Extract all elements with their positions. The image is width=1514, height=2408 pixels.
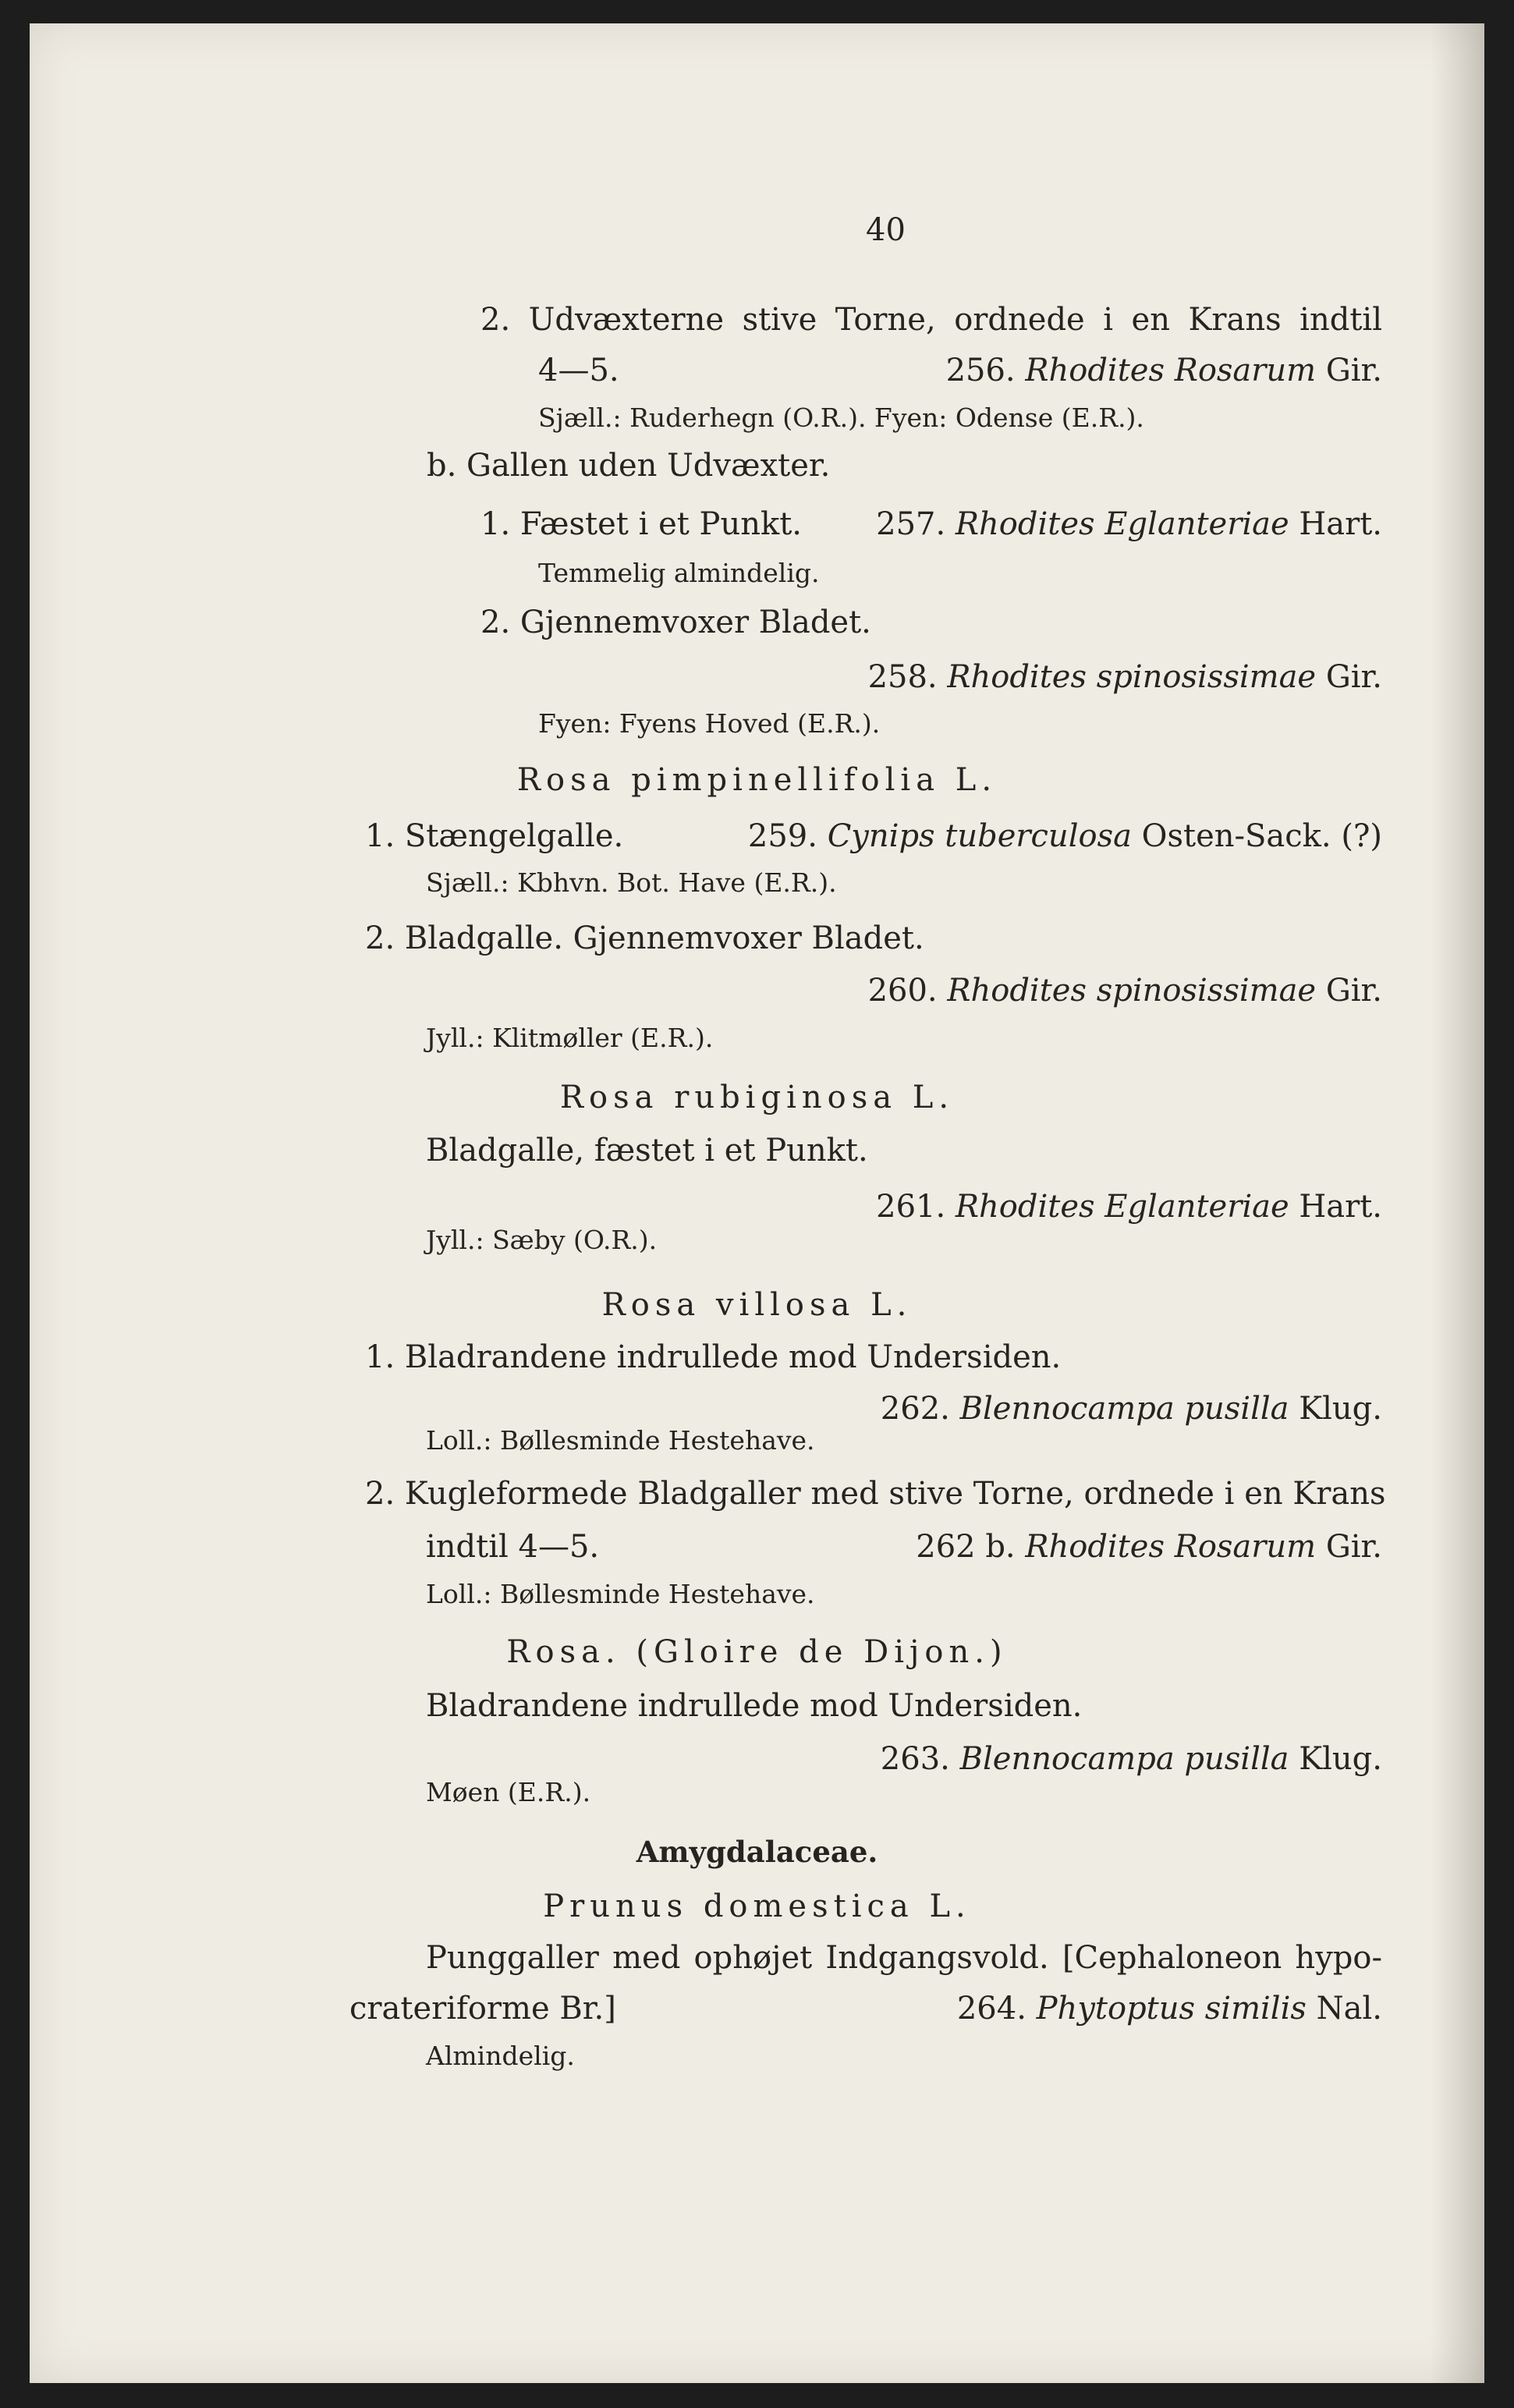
species-name: Rhodites Eglanteriae	[955, 1189, 1289, 1225]
text-line: b. Gallen uden Udvæxter.	[427, 448, 831, 484]
species-name: Rhodites Rosarum	[1025, 353, 1317, 388]
locality-line: Loll.: Bøllesminde Hestehave.	[426, 1579, 815, 1609]
species-author: Gir.	[1325, 973, 1382, 1009]
species-name: Phytoptus similis	[1036, 1991, 1307, 2027]
locality-line: Temmelig almindelig.	[538, 558, 820, 588]
entry-number: 262 b.	[916, 1529, 1016, 1565]
species-name: Rhodites spinosissimae	[947, 973, 1317, 1009]
section-heading: Prunus domestica L.	[543, 1888, 971, 1924]
locality-line: Loll.: Bøllesminde Hestehave.	[426, 1425, 815, 1456]
species-name: Blennocampa pusilla	[959, 1741, 1289, 1777]
text-line: crateriforme Br.]	[349, 1991, 616, 2027]
species-entry	[747, 818, 1382, 854]
book-page	[30, 23, 1484, 2383]
section-heading: Rosa rubiginosa L.	[559, 1080, 955, 1115]
locality-line: Møen (E.R.).	[426, 1777, 591, 1807]
species-name: Rhodites spinosissimae	[947, 659, 1317, 695]
species-entry	[876, 506, 1382, 542]
species-entry	[881, 1743, 1382, 1775]
species-entry	[916, 1529, 1382, 1565]
section-heading: Rosa pimpinellifolia L.	[516, 762, 998, 798]
entry-number: 259.	[747, 818, 817, 854]
page-number: 40	[866, 212, 906, 248]
locality-line: Fyen: Fyens Hoved (E.R.).	[538, 708, 881, 739]
entry-number: 256.	[945, 353, 1016, 388]
species-name: Rhodites Eglanteriae	[955, 506, 1289, 542]
species-entry	[867, 973, 1382, 1009]
entry-number: 258.	[867, 659, 938, 695]
section-heading: Rosa villosa L.	[601, 1287, 913, 1323]
text-line: 2. Kugleformede Bladgaller med stive Torne, ordnede i en Krans	[365, 1476, 1386, 1512]
entry-number: 264.	[956, 1991, 1026, 2027]
text-line: indtil 4—5.	[426, 1529, 600, 1565]
text-line: 1. Bladrandene indrullede mod Undersiden.	[365, 1339, 1062, 1375]
species-author: Nal.	[1316, 1991, 1382, 2027]
text-line: 1. Stængelgalle.	[365, 818, 624, 854]
entry-number: 257.	[876, 506, 946, 542]
entry-number: 261.	[876, 1189, 946, 1225]
species-author: Gir.	[1325, 659, 1382, 695]
species-author: Osten-Sack. (?)	[1141, 818, 1382, 854]
text-line: 2. Udvæxterne stive Torne, ordnede i en Krans indtil	[480, 302, 1382, 338]
species-author: Hart.	[1299, 506, 1382, 542]
species-author: Gir.	[1325, 353, 1382, 388]
locality-line: Sjæll.: Ruderhegn (O.R.). Fyen: Odense (E.R.).	[538, 403, 1144, 433]
species-entry	[876, 1189, 1382, 1225]
text-line: 1. Fæstet i et Punkt.	[480, 506, 803, 542]
text-line: 2. Gjennemvoxer Bladet.	[480, 605, 871, 640]
entry-number: 263.	[880, 1741, 950, 1777]
species-author: Klug.	[1299, 1391, 1382, 1427]
text-line: 4—5.	[538, 353, 619, 388]
species-entry	[956, 1991, 1382, 2027]
species-name: Cynips tuberculosa	[827, 818, 1132, 854]
entry-number: 260.	[867, 973, 938, 1009]
text-line: Punggaller med ophøjet Indgangsvold. [Cephaloneon hypo-	[426, 1940, 1382, 1976]
species-name: Blennocampa pusilla	[959, 1391, 1289, 1427]
locality-line: Jyll.: Klitmøller (E.R.).	[426, 1023, 714, 1053]
page-edge-shadow	[1430, 23, 1484, 2383]
locality-line: Sjæll.: Kbhvn. Bot. Have (E.R.).	[426, 867, 837, 898]
species-entry	[880, 1391, 1382, 1427]
text-line: Bladgalle, fæstet i et Punkt.	[426, 1133, 868, 1169]
species-entry	[868, 661, 1382, 693]
species-entry	[946, 355, 1382, 386]
entry-number: 262.	[880, 1391, 950, 1427]
text-line: 2. Bladgalle. Gjennemvoxer Bladet.	[365, 920, 924, 956]
locality-line: Jyll.: Sæby (O.R.).	[426, 1225, 658, 1255]
section-heading: Rosa. (Gloire de Dijon.)	[506, 1634, 1008, 1670]
species-name: Rhodites Rosarum	[1025, 1529, 1317, 1565]
species-author: Gir.	[1325, 1529, 1382, 1565]
species-author: Hart.	[1299, 1189, 1382, 1225]
family-heading: Amygdalaceae.	[636, 1835, 878, 1869]
text-line: Bladrandene indrullede mod Undersiden.	[426, 1688, 1083, 1724]
locality-line: Almindelig.	[426, 2041, 575, 2071]
species-author: Klug.	[1299, 1741, 1382, 1777]
